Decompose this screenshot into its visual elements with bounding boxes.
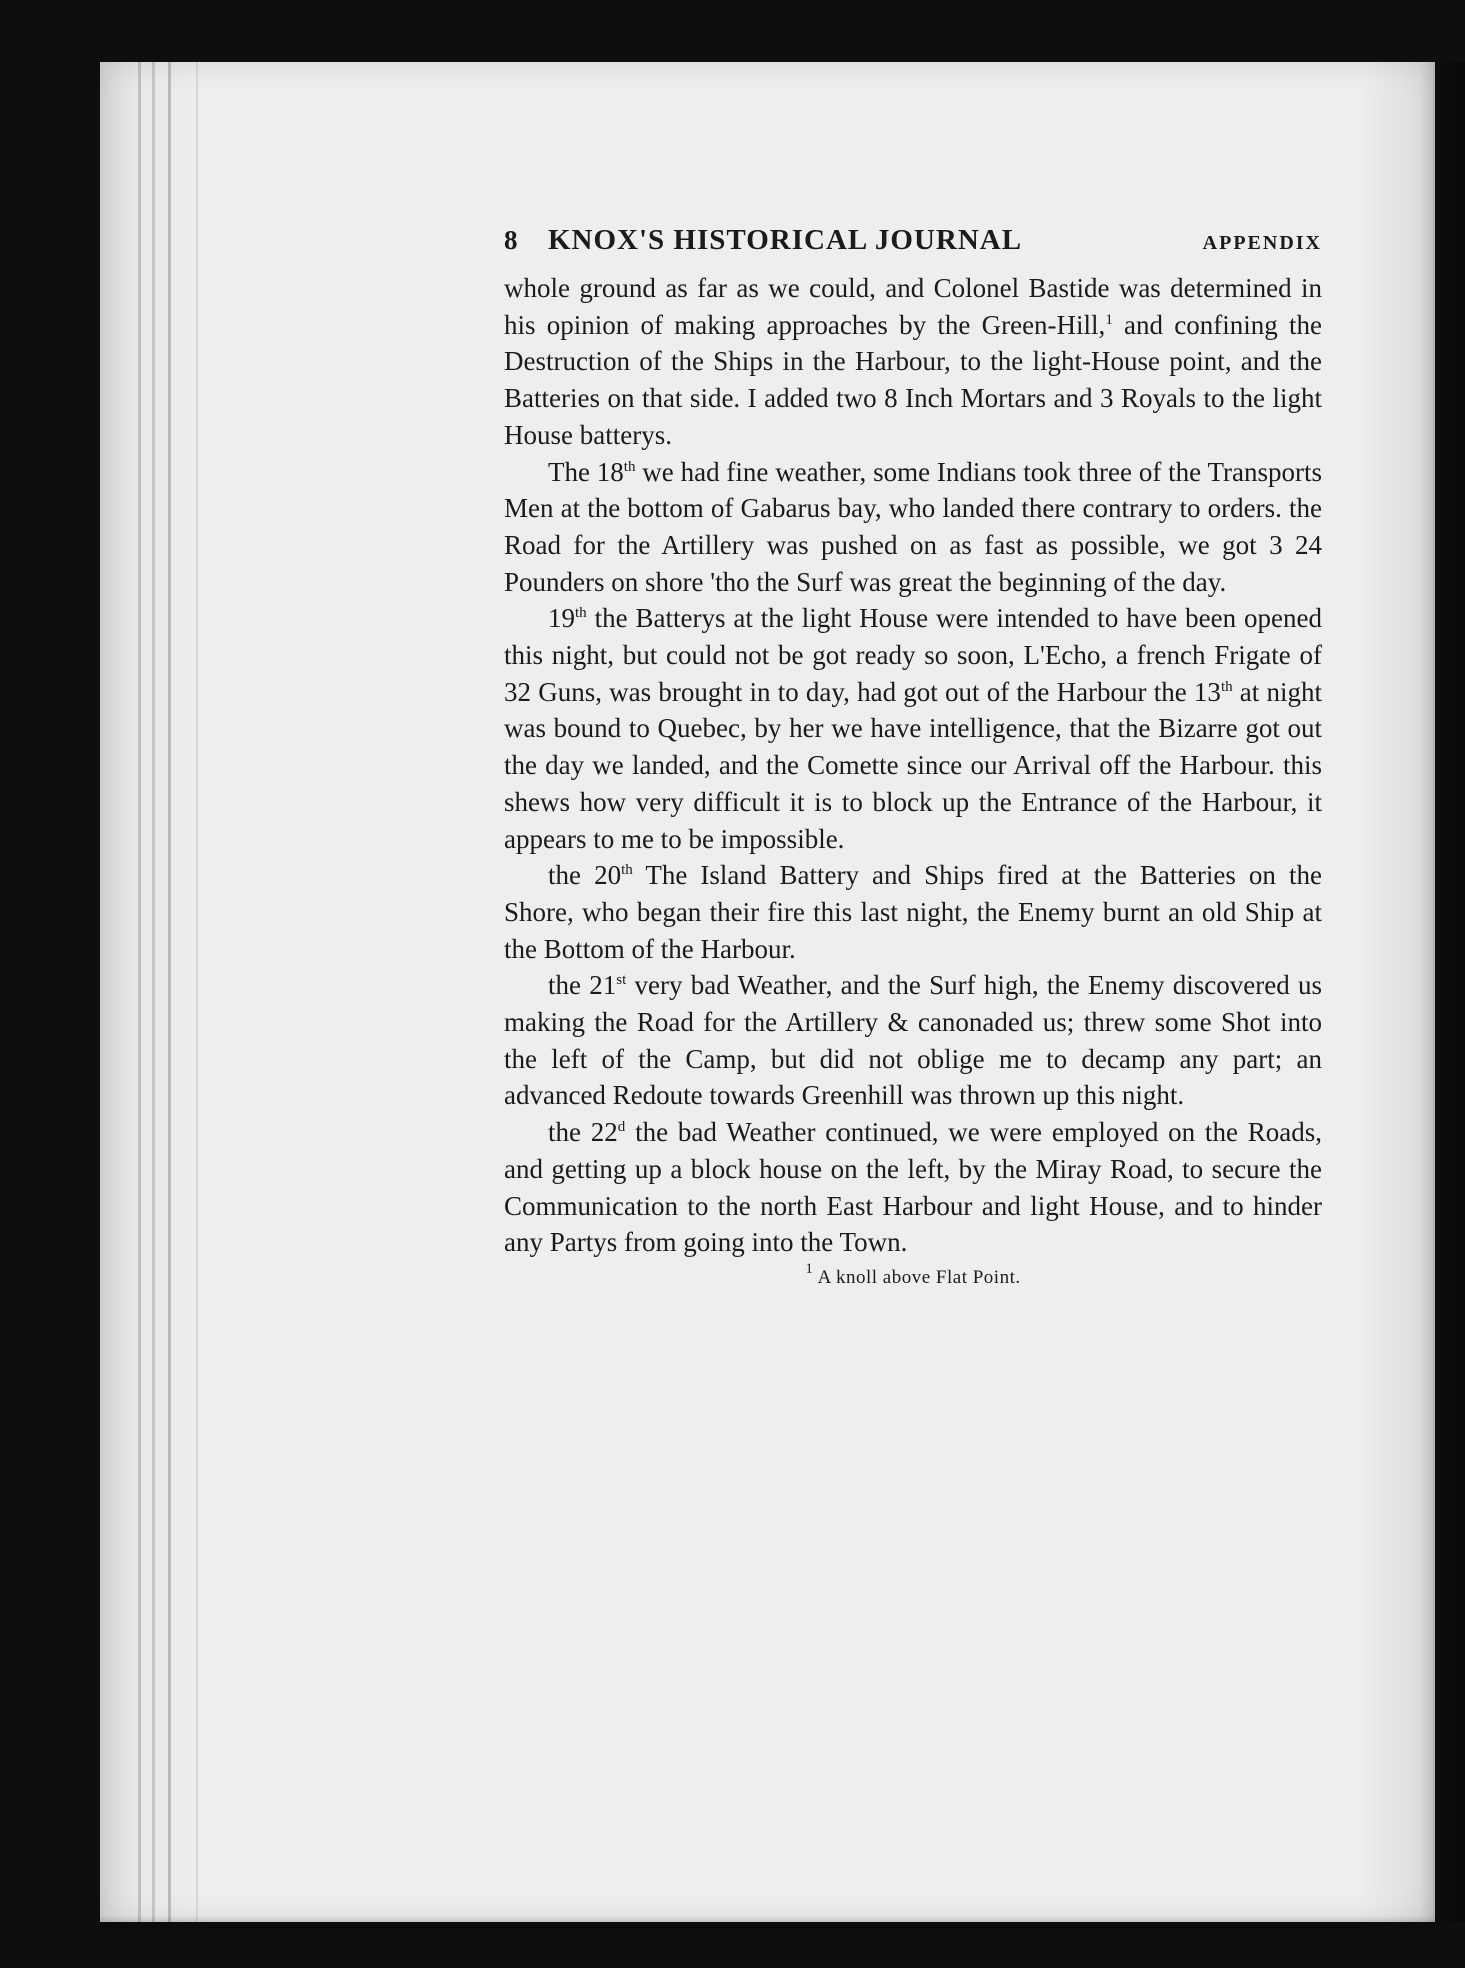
paragraph-text: very bad Weather, and the Surf high, the Enemy discovered us making the Road for the Artillery & canonaded us; threw some Shot into the left of the Camp, but did not oblige me to decamp any part; an advanced Redoute towards Greenhill was thrown up this night. bbox=[504, 970, 1322, 1111]
binding-shadow bbox=[1430, 62, 1465, 1922]
footnote bbox=[504, 1260, 1322, 1289]
footnote-marker: 1 bbox=[805, 1260, 814, 1277]
paragraph-text: and confining the Destruction of the Ships in the Harbour, to the light-House point, and the Batteries on that side. I added two 8 Inch Mortars and 3 Royals to the light House batterys. bbox=[504, 309, 1322, 450]
page-edge-line bbox=[152, 62, 155, 1922]
superscript: th bbox=[623, 458, 636, 475]
superscript: th bbox=[1220, 678, 1233, 695]
body-text bbox=[504, 270, 1322, 1261]
running-head bbox=[504, 224, 1322, 270]
superscript: th bbox=[621, 862, 633, 879]
section-label: APPENDIX bbox=[1202, 232, 1322, 254]
superscript: 1 bbox=[1105, 311, 1113, 328]
paragraph bbox=[504, 967, 1322, 1114]
paragraph-text: at night was bound to Quebec, by her we have intelligence, that the Bizarre got out the day we landed, and the Comette since our Arrival off the Harbour. this shews how very difficult it is to block up the Entrance of the Harbour, it appears to me to be impossible. bbox=[504, 676, 1322, 854]
paragraph-text: whole ground as far as we could, and Colonel Bastide was determined in his opinion of making approaches by the Green-Hill, bbox=[504, 273, 1322, 340]
paragraph bbox=[504, 600, 1322, 857]
paragraph bbox=[504, 1114, 1322, 1261]
paragraph-text: the Batterys at the light House were intended to have been opened this night, but could not be got ready so soon, L'Echo, a french Frigate of 32 Guns, was brought in to day, had got out of the Harbour the 13 bbox=[504, 603, 1322, 707]
paragraph-text: 19 bbox=[548, 603, 575, 634]
paragraph bbox=[504, 454, 1322, 601]
paragraph-text: The 18 bbox=[548, 456, 624, 487]
page-number: 8 bbox=[504, 225, 518, 255]
page-edge-line bbox=[168, 62, 171, 1922]
page-edge-line bbox=[196, 62, 198, 1922]
text-block bbox=[504, 224, 1322, 1289]
paragraph-text: the bad Weather continued, we were employed on the Roads, and getting up a block house on the left, by the Miray Road, to secure the Communication to the north East Harbour and light House, and to hinder any Partys from going into the Town. bbox=[504, 1117, 1322, 1258]
superscript: st bbox=[616, 972, 627, 989]
paragraph-text: the 22 bbox=[548, 1117, 618, 1148]
bottom-shadow bbox=[100, 1916, 1435, 1928]
paragraph-text: the 21 bbox=[548, 970, 617, 1001]
paragraph-text: The Island Battery and Ships fired at the Batteries on the Shore, who began their fire this last night, the Enemy burnt an old Ship at the Bottom of the Harbour. bbox=[504, 860, 1322, 964]
superscript: d bbox=[617, 1119, 626, 1136]
paragraph bbox=[504, 270, 1322, 454]
paragraph-text: the 20 bbox=[548, 860, 622, 891]
superscript: th bbox=[575, 605, 587, 622]
footnote-text: A knoll above Flat Point. bbox=[817, 1266, 1021, 1288]
page-edge-line bbox=[138, 62, 141, 1922]
paragraph-text: we had fine weather, some Indians took three of the Transports Men at the bottom of Gabarus bay, who landed there contrary to orders. the Road for the Artillery was pushed on as fast as possible, we got 3 24 Pounders on shore 'tho the Surf was great the beginning of the day. bbox=[504, 456, 1322, 597]
paragraph bbox=[504, 857, 1322, 967]
book-title: KNOX'S HISTORICAL JOURNAL bbox=[548, 224, 1023, 256]
